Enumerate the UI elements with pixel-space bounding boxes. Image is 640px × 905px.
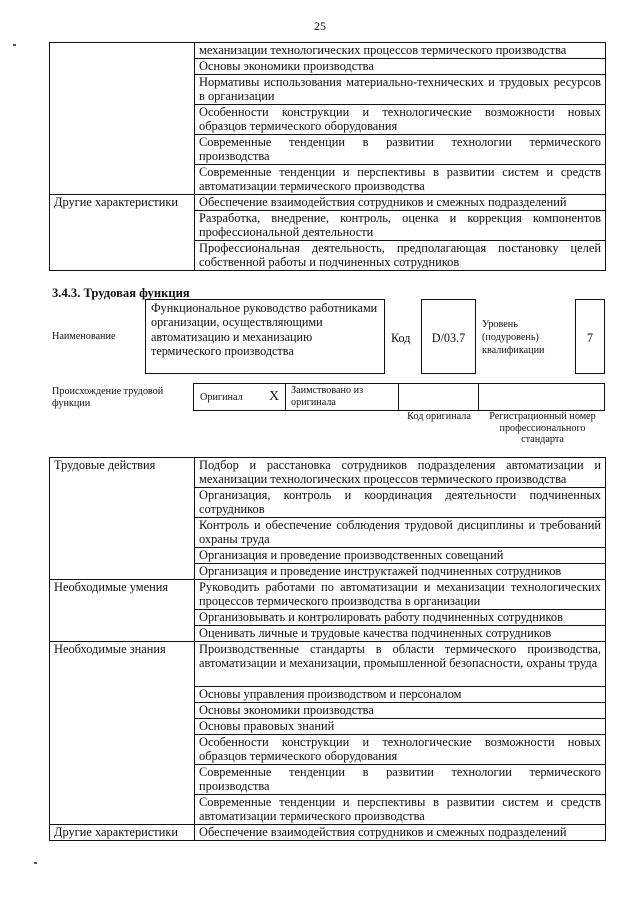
table-cell: Контроль и обеспечение соблюдения трудовой дисциплины и требований охраны труда [195,518,606,548]
table-cell: Организация и проведение инструктажей подчиненных сотрудников [195,564,606,580]
label-cell: Необходимые знания [50,642,195,825]
borrowed-label: Заимствовано из оригинала [291,385,364,408]
table-cell: Нормативы использования материально-технических и трудовых ресурсов в организации [195,75,606,105]
section-heading: 3.4.3. Трудовая функция [52,286,190,300]
table-cell: Производственные стандарты в области термического производства, автоматизации и механизации, промышленной безопасности, охраны труда [195,642,606,687]
original-mark: X [269,389,280,404]
table-cell: Основы правовых знаний [195,719,606,735]
divider [398,384,399,410]
table-cell: Современные тенденции и перспективы в развитии систем и средств автоматизации термического производства [195,165,606,195]
name-box [145,299,385,374]
table-cell: Организация, контроль и координация деятельности подчиненных сотрудников [195,488,606,518]
scan-speck [34,862,37,864]
table-cell: механизации технологических процессов термического производства [195,43,606,59]
code-box [421,299,476,374]
table-cell: Оценивать личные и трудовые качества подчиненных сотрудников [195,626,606,642]
table-cell: Разработка, внедрение, контроль, оценка и коррекция компонентов профессиональной деятельности [195,211,606,241]
label-cell: Трудовые действия [50,458,195,580]
code-value: D/03.7 [431,331,466,345]
table-cell: Современные тенденции в развитии технологии термического производства [195,135,606,165]
table-cell: Основы управления производством и персоналом [195,687,606,703]
table-cell: Руководить работами по автоматизации и механизации технологических процессов термического производства в организации [195,580,606,610]
table-cell: Основы экономики производства [195,59,606,75]
table-cell: Особенности конструкции и технологические возможности новых образцов термического оборудования [195,105,606,135]
table-cell: Основы экономики производства [195,703,606,719]
origin-code-caption: Код оригинала [407,411,471,422]
origin-label: Происхождение трудовой функции [52,386,164,409]
table-cell: Обеспечение взаимодействия сотрудников и смежных подразделений [195,195,606,211]
label-cell: Другие характеристики [50,195,195,271]
label-cell: Необходимые умения [50,580,195,642]
top-table [49,42,606,271]
table-cell: Современные тенденции и перспективы в развитии систем и средств автоматизации термического производства [195,795,606,825]
level-value: 7 [586,331,594,345]
code-label: Код [391,331,411,345]
table-cell: Подбор и расстановка сотрудников подразделения автоматизации и механизации технологических процессов термического производства [195,458,606,488]
page-number: 25 [314,19,326,33]
table-cell: Организовывать и контролировать работу подчиненных сотрудников [195,610,606,626]
origin-box [193,383,605,411]
table-cell: Организация и проведение производственных совещаний [195,548,606,564]
name-label: Наименование [52,331,116,342]
label-cell: Другие характеристики [50,825,195,841]
level-label: Уровень (подуровень) квалификации [482,319,545,356]
divider [478,384,479,410]
table-cell: Профессиональная деятельность, предполагающая постановку целей собственной работы и подчиненных сотрудников [195,241,606,271]
reg-number-caption: Регистрационный номер профессионального стандарта [489,411,596,445]
table-cell: Современные тенденции в развитии технологии термического производства [195,765,606,795]
main-table [49,457,606,841]
scan-speck [13,44,16,46]
table-cell: Обеспечение взаимодействия сотрудников и смежных подразделений [195,825,606,841]
table-cell: Особенности конструкции и технологические возможности новых образцов термического оборудования [195,735,606,765]
name-value: Функциональное руководство работниками организации, осуществляющими автоматизацию и механизацию термического производства [151,301,378,358]
divider [285,384,286,410]
label-cell [50,43,195,195]
level-box [575,299,605,374]
original-label: Оригинал [200,392,243,403]
